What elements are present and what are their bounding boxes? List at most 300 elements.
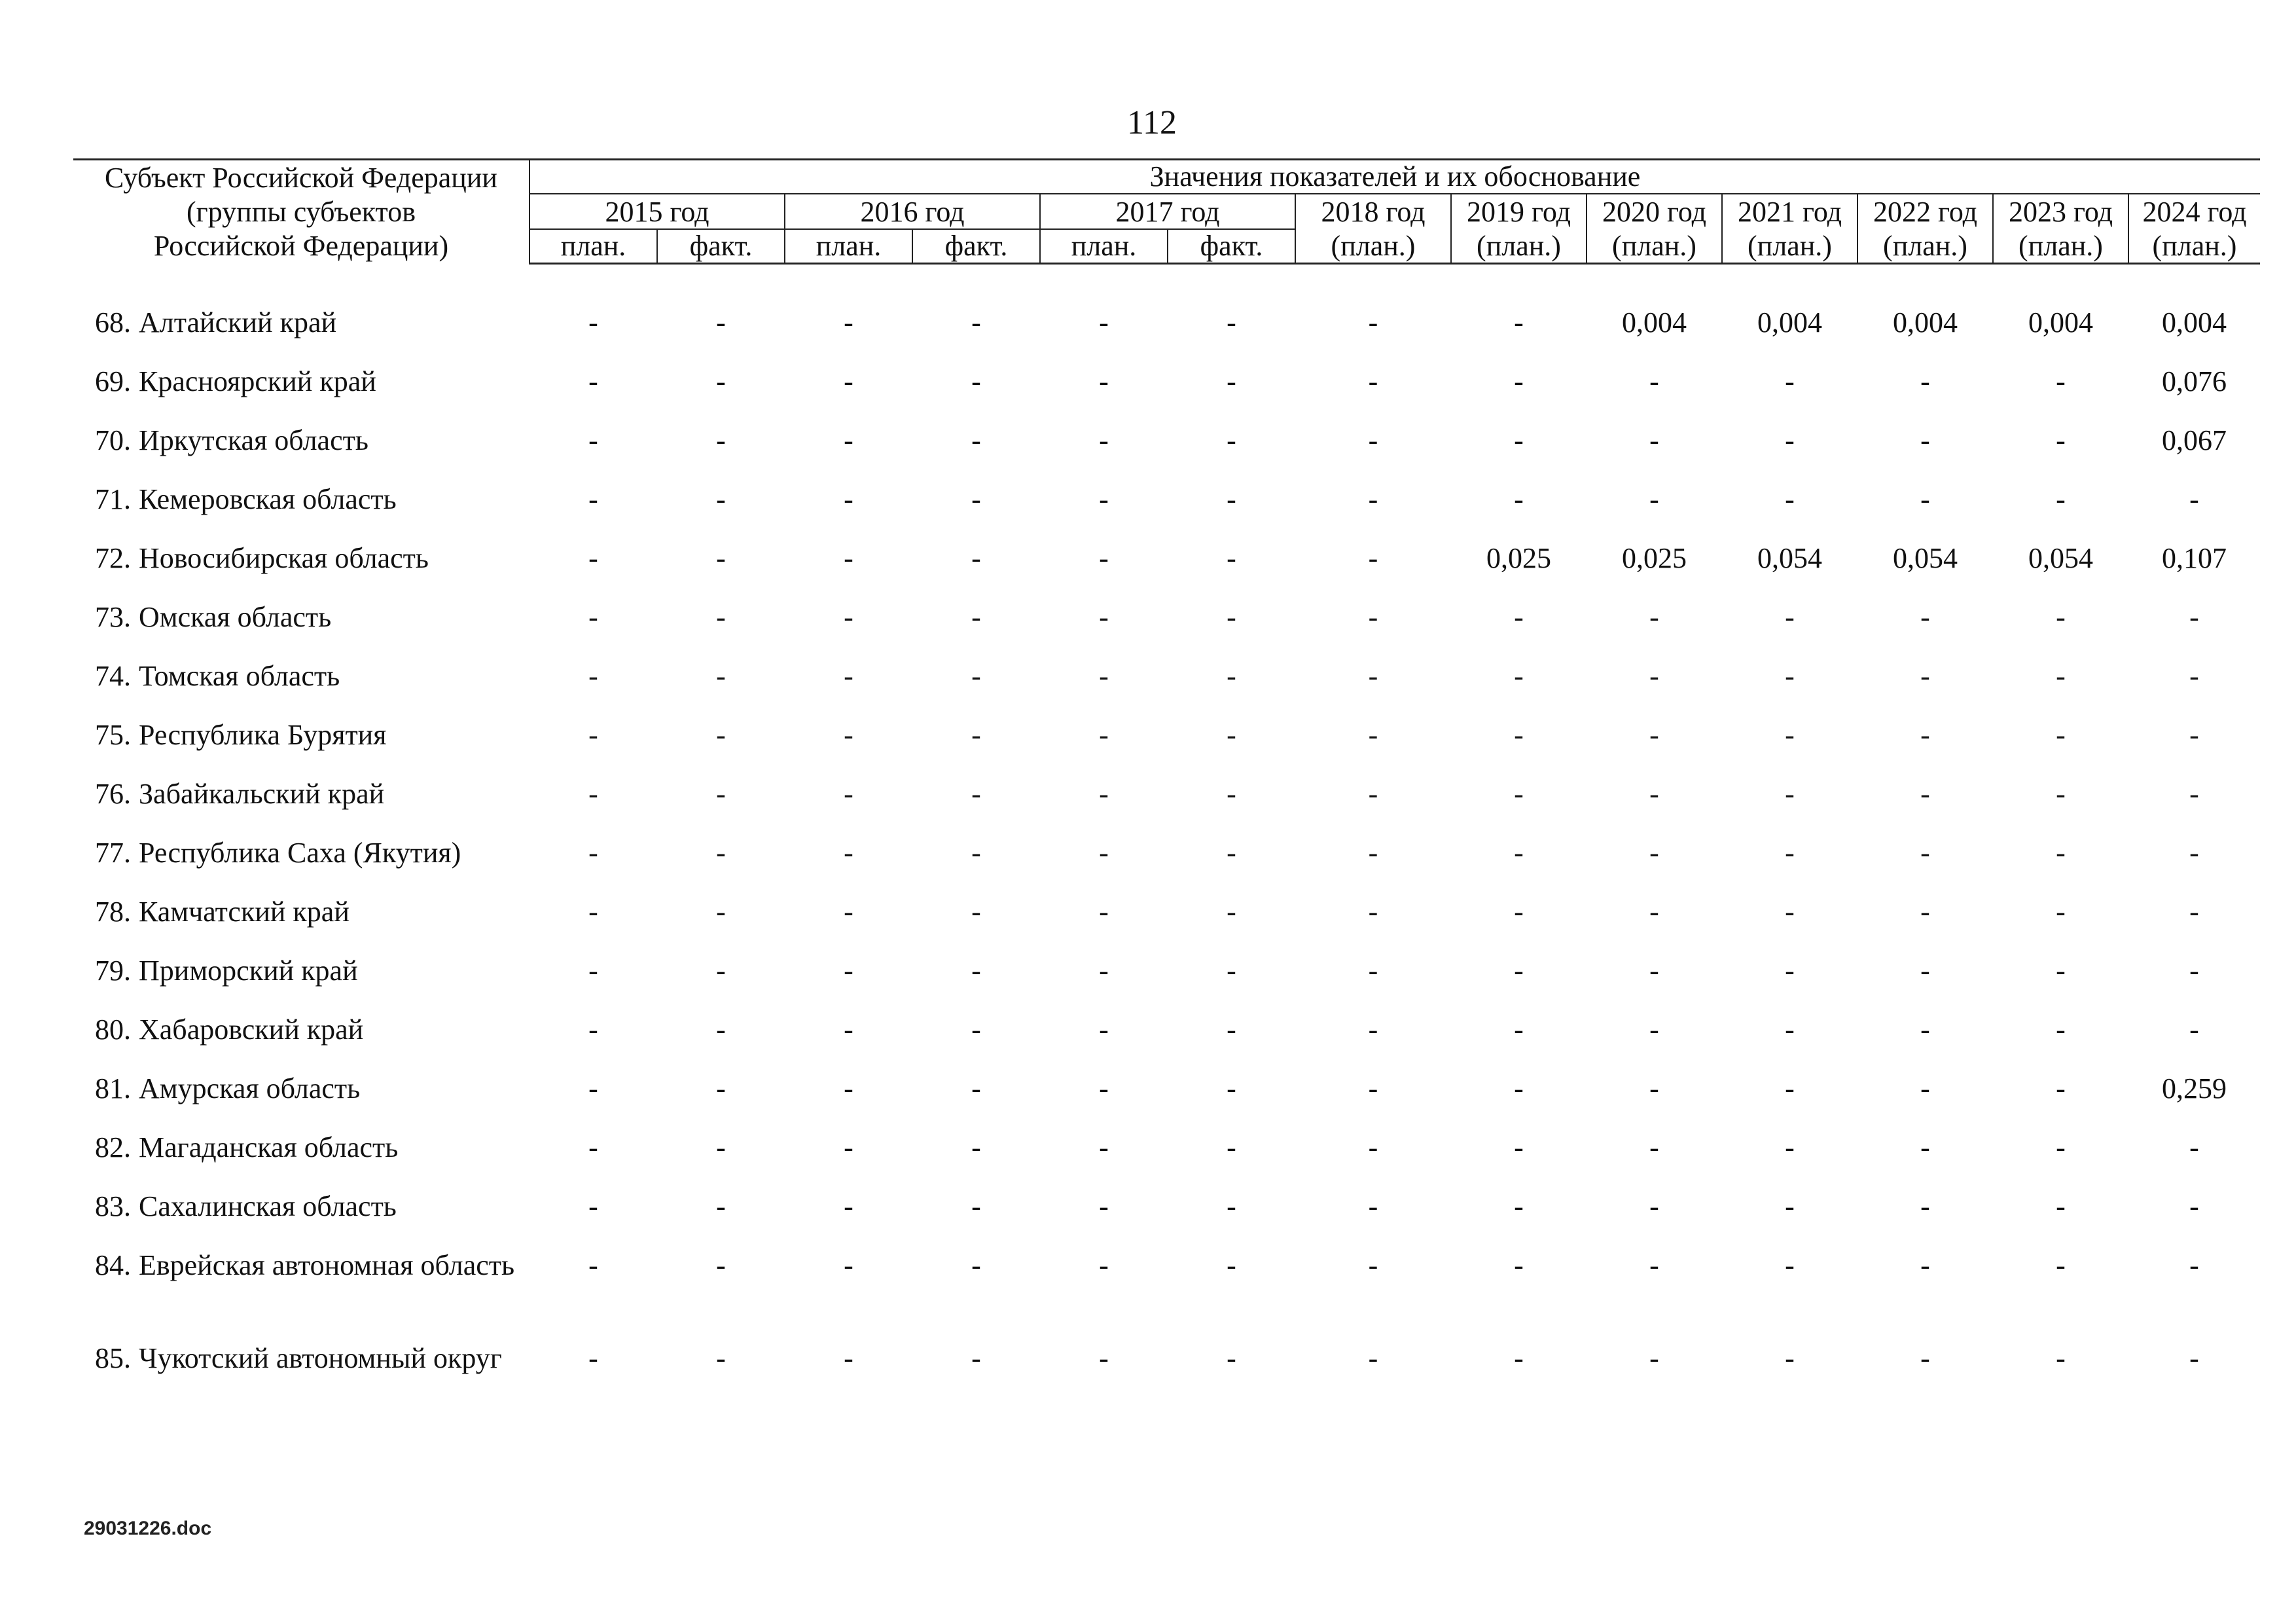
value-cell: - [1920, 424, 1930, 456]
value-cell: - [1514, 483, 1524, 515]
value-cell: - [844, 719, 853, 751]
value-cell: - [1785, 660, 1795, 692]
value-cell: - [1920, 955, 1930, 987]
value-cell: - [716, 483, 726, 515]
value-cell: - [716, 660, 726, 692]
value-cell: - [971, 660, 981, 692]
value-cell: - [1514, 837, 1524, 869]
value-cell: - [1227, 601, 1236, 633]
value-cell: - [1099, 719, 1109, 751]
value-cell: - [1514, 1190, 1524, 1222]
value-cell: - [971, 778, 981, 810]
value-cell: - [2056, 837, 2066, 869]
value-cell: - [1785, 483, 1795, 515]
value-cell: - [1649, 719, 1659, 751]
value-cell: - [1920, 778, 1930, 810]
value-cell: - [716, 1072, 726, 1104]
table-row [73, 888, 2260, 947]
value-cell: - [2189, 1013, 2199, 1046]
value-cell: - [2189, 896, 2199, 928]
row-number: 73. [95, 601, 131, 633]
value-cell: - [588, 601, 598, 633]
value-cell: - [844, 1249, 853, 1281]
value-cell: 0,004 [1893, 306, 1958, 338]
value-cell: - [844, 778, 853, 810]
value-cell: - [1785, 424, 1795, 456]
value-cell: - [1649, 483, 1659, 515]
value-cell: - [1514, 1131, 1524, 1163]
value-cell: - [2056, 896, 2066, 928]
value-cell: - [716, 719, 726, 751]
region-name: Алтайский край [139, 306, 337, 338]
value-cell: - [971, 896, 981, 928]
value-cell: - [1785, 365, 1795, 397]
value-cell: - [2056, 601, 2066, 633]
value-cell: - [2189, 955, 2199, 987]
table-row [73, 1334, 2260, 1393]
value-cell: - [1785, 1190, 1795, 1222]
value-cell: - [588, 1072, 598, 1104]
value-cell: - [1227, 1072, 1236, 1104]
value-cell: - [1785, 1342, 1795, 1374]
value-cell: - [1649, 365, 1659, 397]
table-header [73, 160, 2260, 264]
value-cell: - [716, 837, 726, 869]
value-cell: - [1368, 601, 1378, 633]
value-cell: - [844, 306, 853, 338]
value-cell: 0,004 [1757, 306, 1822, 338]
value-cell: - [1227, 1190, 1236, 1222]
value-cell: - [2189, 1342, 2199, 1374]
region-name: Забайкальский край [139, 778, 385, 810]
region-name: Новосибирская область [139, 542, 429, 574]
row-number: 68. [95, 306, 131, 338]
value-cell: - [1227, 837, 1236, 869]
region-name: Магаданская область [139, 1131, 399, 1163]
value-cell: - [844, 1190, 853, 1222]
value-cell: - [971, 542, 981, 574]
value-cell: - [844, 660, 853, 692]
value-cell: - [1514, 778, 1524, 810]
value-cell: - [971, 424, 981, 456]
value-cell: - [1649, 955, 1659, 987]
value-cell: - [1227, 483, 1236, 515]
value-cell: - [844, 601, 853, 633]
value-cell: - [1920, 719, 1930, 751]
value-cell: - [2189, 483, 2199, 515]
region-name: Иркутская область [139, 424, 368, 456]
value-cell: - [1514, 1342, 1524, 1374]
value-cell: - [1099, 955, 1109, 987]
region-name: Томская область [139, 660, 340, 692]
value-cell: - [588, 1190, 598, 1222]
value-cell: - [1920, 483, 1930, 515]
value-cell: - [1920, 1342, 1930, 1374]
value-cell: - [971, 1013, 981, 1046]
value-cell: - [1785, 896, 1795, 928]
value-cell: - [1368, 1342, 1378, 1374]
region-name: Республика Саха (Якутия) [139, 837, 461, 869]
value-cell: - [1099, 542, 1109, 574]
year-header-2021: 2021 год [1722, 194, 1857, 229]
value-cell: - [2056, 1190, 2066, 1222]
value-cell: - [588, 896, 598, 928]
value-cell: - [2189, 778, 2199, 810]
subheader-2015-plan: план. [529, 229, 657, 264]
value-cell: - [588, 1131, 598, 1163]
value-cell: - [1785, 1072, 1795, 1104]
value-cell: - [1099, 483, 1109, 515]
value-cell: - [2189, 601, 2199, 633]
value-cell: - [1920, 837, 1930, 869]
row-number: 74. [95, 660, 131, 692]
region-name: Хабаровский край [139, 1013, 364, 1046]
value-cell: - [1227, 896, 1236, 928]
subject-column-header [73, 160, 529, 264]
value-cell: - [2056, 719, 2066, 751]
value-cell: - [2056, 1249, 2066, 1281]
value-cell: - [1227, 306, 1236, 338]
year-header-2017: 2017 год [1040, 194, 1295, 229]
value-cell: - [716, 1342, 726, 1374]
value-cell: - [1649, 896, 1659, 928]
region-name: Республика Бурятия [139, 719, 387, 751]
value-cell: - [1099, 424, 1109, 456]
subheader-2015-fact: факт. [657, 229, 785, 264]
value-cell: 0,004 [2028, 306, 2093, 338]
value-cell: - [844, 483, 853, 515]
table-row [73, 593, 2260, 652]
value-cell: - [1785, 778, 1795, 810]
value-cell: - [1227, 1342, 1236, 1374]
row-number: 85. [95, 1342, 131, 1374]
value-cell: - [1649, 1013, 1659, 1046]
table-row [73, 652, 2260, 711]
value-cell: - [1514, 424, 1524, 456]
subheader-2016-plan: план. [785, 229, 912, 264]
value-cell: - [1227, 660, 1236, 692]
value-cell: - [971, 306, 981, 338]
subheader-2022-plan: (план.) [1857, 229, 1993, 264]
region-name: Омская область [139, 601, 332, 633]
value-cell: - [971, 955, 981, 987]
value-cell: - [1785, 1249, 1795, 1281]
value-cell: - [1785, 719, 1795, 751]
subheader-2019-plan: (план.) [1451, 229, 1587, 264]
value-cell: - [1368, 306, 1378, 338]
table-row [73, 947, 2260, 1006]
year-header-2018: 2018 год [1295, 194, 1451, 229]
value-cell: - [588, 778, 598, 810]
value-cell: 0,025 [1622, 542, 1687, 574]
value-cell: - [1785, 955, 1795, 987]
subheader-2017-fact: факт. [1168, 229, 1295, 264]
year-header-2022: 2022 год [1857, 194, 1993, 229]
page-number: 112 [1126, 104, 1177, 141]
subheader-2018-plan: (план.) [1295, 229, 1451, 264]
region-name: Еврейская автономная область [139, 1249, 515, 1281]
value-cell: - [1368, 483, 1378, 515]
value-cell: - [1099, 1342, 1109, 1374]
year-header-2024: 2024 год [2128, 194, 2260, 229]
subject-header-line-1: Субъект Российской Федерации [105, 161, 497, 194]
value-cell: - [971, 837, 981, 869]
value-cell: - [1785, 1131, 1795, 1163]
value-cell: 0,004 [2162, 306, 2227, 338]
value-cell: - [588, 483, 598, 515]
region-name: Красноярский край [139, 365, 376, 397]
value-cell: - [971, 601, 981, 633]
row-number: 72. [95, 542, 131, 574]
value-cell: - [1920, 1013, 1930, 1046]
value-cell: - [1227, 365, 1236, 397]
value-cell: - [716, 365, 726, 397]
value-cell: - [844, 955, 853, 987]
value-cell: - [1649, 1131, 1659, 1163]
row-number: 70. [95, 424, 131, 456]
indicator-table [73, 158, 2260, 1393]
subheader-2016-fact: факт. [912, 229, 1040, 264]
value-cell: - [1368, 1013, 1378, 1046]
year-header-2019: 2019 год [1451, 194, 1587, 229]
value-cell: - [1368, 1190, 1378, 1222]
value-cell: - [844, 1131, 853, 1163]
subheader-2020-plan: (план.) [1587, 229, 1722, 264]
value-cell: - [1227, 778, 1236, 810]
value-cell: - [1099, 1013, 1109, 1046]
year-header-2023: 2023 год [1993, 194, 2128, 229]
table-row [73, 770, 2260, 829]
value-cell: - [1649, 660, 1659, 692]
value-cell: - [588, 1013, 598, 1046]
value-cell: - [1368, 719, 1378, 751]
value-cell: - [2056, 778, 2066, 810]
value-cell: - [1649, 1342, 1659, 1374]
year-header-2020: 2020 год [1587, 194, 1722, 229]
table-row [73, 711, 2260, 770]
footer-filename: 29031226.doc [84, 1518, 212, 1539]
value-cell: - [1649, 1190, 1659, 1222]
value-cell: - [1227, 1249, 1236, 1281]
value-cell: - [588, 542, 598, 574]
value-cell: - [716, 778, 726, 810]
value-cell: - [1099, 660, 1109, 692]
value-cell: - [1099, 1131, 1109, 1163]
value-cell: - [1514, 660, 1524, 692]
value-cell: - [971, 1190, 981, 1222]
value-cell: - [1368, 365, 1378, 397]
value-cell: - [1099, 837, 1109, 869]
value-cell: - [1368, 660, 1378, 692]
value-cell: - [1785, 601, 1795, 633]
subheader-2024-plan: (план.) [2128, 229, 2260, 264]
value-cell: - [1099, 365, 1109, 397]
value-cell: - [2056, 1072, 2066, 1104]
value-cell: - [1514, 1249, 1524, 1281]
value-cell: - [588, 837, 598, 869]
value-cell: - [1099, 306, 1109, 338]
table-row [73, 829, 2260, 888]
region-name: Приморский край [139, 955, 358, 987]
subject-header-line-2: (группы субъектов [187, 195, 416, 228]
table-row [73, 1123, 2260, 1182]
value-cell: - [971, 365, 981, 397]
subheader-2017-plan: план. [1040, 229, 1168, 264]
value-cell: 0,054 [1893, 542, 1958, 574]
table-row [73, 1065, 2260, 1123]
row-number: 75. [95, 719, 131, 751]
value-cell: - [971, 1072, 981, 1104]
row-number: 69. [95, 365, 131, 397]
values-header: Значения показателей и их обоснование [529, 160, 2260, 194]
value-cell: - [588, 306, 598, 338]
value-cell: 0,107 [2162, 542, 2227, 574]
value-cell: - [1227, 719, 1236, 751]
table-row [73, 534, 2260, 593]
value-cell: - [1368, 542, 1378, 574]
table-row [73, 1182, 2260, 1241]
value-cell: - [1227, 1131, 1236, 1163]
value-cell: 0,004 [1622, 306, 1687, 338]
value-cell: - [1785, 1013, 1795, 1046]
table-body [73, 264, 2260, 1394]
value-cell: - [1514, 955, 1524, 987]
value-cell: - [2189, 837, 2199, 869]
value-cell: - [1649, 778, 1659, 810]
value-cell: - [716, 1013, 726, 1046]
year-header-2015: 2015 год [529, 194, 785, 229]
value-cell: - [2189, 719, 2199, 751]
value-cell: - [1099, 1190, 1109, 1222]
value-cell: - [844, 542, 853, 574]
value-cell: 0,025 [1486, 542, 1551, 574]
value-cell: - [844, 1072, 853, 1104]
value-cell: 0,076 [2162, 365, 2227, 397]
value-cell: - [1099, 601, 1109, 633]
value-cell: - [588, 719, 598, 751]
value-cell: - [2189, 1190, 2199, 1222]
region-name: Сахалинская область [139, 1190, 397, 1222]
value-cell: - [716, 306, 726, 338]
value-cell: - [1649, 601, 1659, 633]
year-header-2016: 2016 год [785, 194, 1040, 229]
value-cell: - [2189, 1131, 2199, 1163]
value-cell: - [2189, 660, 2199, 692]
value-cell: - [716, 955, 726, 987]
value-cell: - [971, 719, 981, 751]
value-cell: - [1368, 1249, 1378, 1281]
value-cell: - [1368, 837, 1378, 869]
value-cell: 0,054 [1757, 542, 1822, 574]
value-cell: - [1099, 896, 1109, 928]
value-cell: - [1514, 601, 1524, 633]
subheader-2021-plan: (план.) [1722, 229, 1857, 264]
value-cell: - [1227, 542, 1236, 574]
value-cell: - [588, 660, 598, 692]
value-cell: - [2189, 1249, 2199, 1281]
value-cell: - [844, 424, 853, 456]
value-cell: - [1514, 306, 1524, 338]
value-cell: - [2056, 365, 2066, 397]
region-name: Камчатский край [139, 896, 350, 928]
row-number: 83. [95, 1190, 131, 1222]
value-cell: - [716, 1190, 726, 1222]
value-cell: - [1368, 896, 1378, 928]
value-cell: - [2056, 424, 2066, 456]
value-cell: - [588, 1342, 598, 1374]
value-cell: - [588, 424, 598, 456]
value-cell: - [1920, 601, 1930, 633]
value-cell: - [716, 601, 726, 633]
value-cell: - [588, 955, 598, 987]
value-cell: - [1920, 1190, 1930, 1222]
table-row [73, 1006, 2260, 1065]
value-cell: - [1785, 837, 1795, 869]
value-cell: - [1649, 837, 1659, 869]
value-cell: - [1368, 955, 1378, 987]
value-cell: 0,067 [2162, 424, 2227, 456]
value-cell: - [1368, 1131, 1378, 1163]
subheader-2023-plan: (план.) [1993, 229, 2128, 264]
value-cell: - [844, 365, 853, 397]
value-cell: - [1920, 1072, 1930, 1104]
value-cell: 0,054 [2028, 542, 2093, 574]
value-cell: - [1099, 1249, 1109, 1281]
value-cell: - [1368, 778, 1378, 810]
row-number: 77. [95, 837, 131, 869]
value-cell: - [844, 896, 853, 928]
value-cell: - [1368, 424, 1378, 456]
value-cell: - [1920, 1131, 1930, 1163]
row-number: 71. [95, 483, 131, 515]
value-cell: - [716, 424, 726, 456]
value-cell: - [2056, 660, 2066, 692]
row-number: 79. [95, 955, 131, 987]
value-cell: - [716, 542, 726, 574]
value-cell: - [1227, 955, 1236, 987]
value-cell: - [1649, 424, 1659, 456]
value-cell: - [2056, 1131, 2066, 1163]
row-number: 84. [95, 1249, 131, 1281]
row-number: 82. [95, 1131, 131, 1163]
value-cell: - [716, 896, 726, 928]
value-cell: 0,259 [2162, 1072, 2227, 1104]
value-cell: - [716, 1131, 726, 1163]
row-number: 78. [95, 896, 131, 928]
value-cell: - [971, 1249, 981, 1281]
value-cell: - [2056, 483, 2066, 515]
value-cell: - [1649, 1249, 1659, 1281]
value-cell: - [1099, 778, 1109, 810]
value-cell: - [2056, 1013, 2066, 1046]
value-cell: - [1514, 365, 1524, 397]
value-cell: - [844, 1013, 853, 1046]
value-cell: - [1227, 1013, 1236, 1046]
value-cell: - [1514, 719, 1524, 751]
value-cell: - [1514, 1013, 1524, 1046]
value-cell: - [2056, 1342, 2066, 1374]
row-number: 76. [95, 778, 131, 810]
value-cell: - [1920, 896, 1930, 928]
table-row [73, 299, 2260, 357]
value-cell: - [1920, 660, 1930, 692]
header-spacer [73, 264, 2260, 299]
value-cell: - [844, 1342, 853, 1374]
value-cell: - [2056, 955, 2066, 987]
row-number: 80. [95, 1013, 131, 1046]
table-row [73, 1241, 2260, 1334]
value-cell: - [1920, 1249, 1930, 1281]
